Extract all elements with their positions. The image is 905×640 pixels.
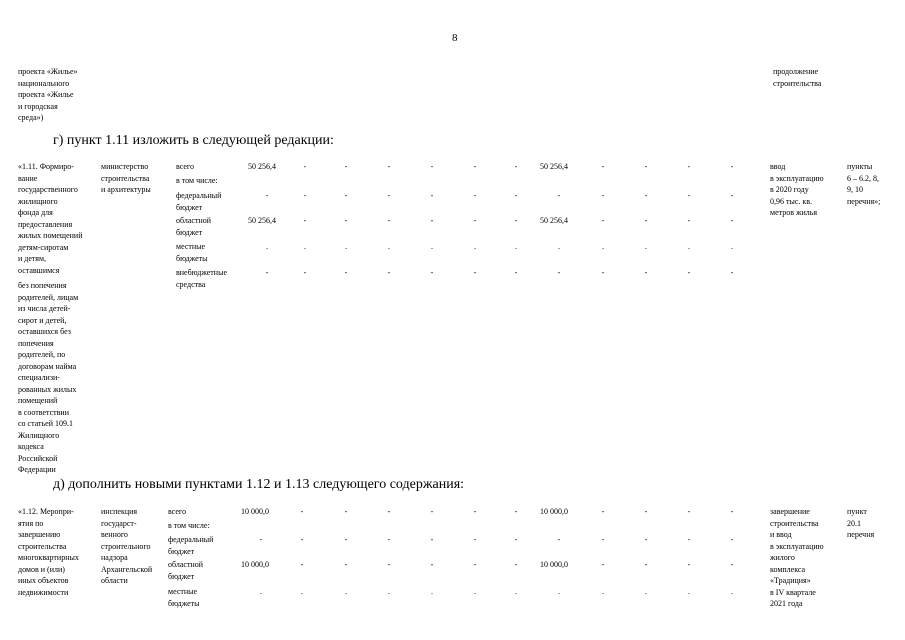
dash: - [730, 268, 734, 277]
item-1-12-regional-value: 10 000,0 [241, 560, 269, 569]
item-1-12-year-value: 10 000,0 [540, 507, 568, 516]
dash: - [387, 560, 391, 569]
dash: - [514, 268, 518, 277]
dot: . [515, 242, 517, 251]
dash: - [601, 162, 605, 171]
dash: - [303, 216, 307, 225]
dash: - [265, 191, 269, 200]
dot: . [558, 242, 560, 251]
dash: - [303, 191, 307, 200]
dash: - [430, 191, 434, 200]
dot: . [602, 587, 604, 596]
dash: - [644, 216, 648, 225]
item-1-12-name: «1.12. Меропри- ятия по завершению строительства многоквартирных домов и (или) иных объектов недвижимости [18, 507, 79, 597]
dash: - [687, 162, 691, 171]
dash: - [387, 191, 391, 200]
dash: - [473, 268, 477, 277]
item-1-12-link: пункт 20.1 перечня [847, 507, 875, 539]
dash: - [557, 191, 561, 200]
dot: . [688, 242, 690, 251]
dot: . [266, 242, 268, 251]
dot: . [602, 242, 604, 251]
dash: - [644, 191, 648, 200]
item-1-11-regional-value: 50 256,4 [248, 216, 276, 225]
dash: - [303, 268, 307, 277]
item-1-11-name-part1: «1.11. Формиро- вание государственного жилищного фонда для предоставления жилых помещений детям-сиротам и детям, оставшимся [18, 162, 83, 275]
item-1-11-source-incl: в том числе: [176, 176, 218, 185]
dash: - [430, 560, 434, 569]
dash: - [601, 268, 605, 277]
dash: - [300, 535, 304, 544]
dot: . [645, 242, 647, 251]
continued-name-fragment: проекта «Жилье» национального проекта «Жилье и городская среда») [18, 67, 78, 122]
dash: - [730, 216, 734, 225]
dash: - [601, 560, 605, 569]
dash: - [387, 507, 391, 516]
dot: . [731, 242, 733, 251]
item-1-11-name-part2: без попечения родителей, лицам из числа детей- сирот и детей, оставшихся без попечения родителей, по договорам найма специализи- рованных жилых помещений в соответствии со статьей 109.1 Жилищного кодекса Российской Федерации [18, 281, 79, 474]
dot: . [345, 587, 347, 596]
dot: . [474, 587, 476, 596]
dash: - [344, 162, 348, 171]
dash: - [687, 535, 691, 544]
dash: - [601, 535, 605, 544]
dash: - [430, 268, 434, 277]
dash: - [730, 162, 734, 171]
dash: - [514, 535, 518, 544]
dot: . [515, 587, 517, 596]
dash: - [473, 191, 477, 200]
dash: - [265, 268, 269, 277]
item-1-11-source-federal: федеральный бюджет [176, 191, 222, 212]
item-1-12-source-regional: областной бюджет [168, 560, 204, 581]
dash: - [430, 162, 434, 171]
dot: . [474, 242, 476, 251]
dash: - [300, 560, 304, 569]
dash: - [601, 191, 605, 200]
item-1-12-total-value: 10 000,0 [241, 507, 269, 516]
item-1-11-source-total: всего [176, 162, 195, 171]
dash: - [430, 216, 434, 225]
dash: - [473, 507, 477, 516]
dash: - [687, 216, 691, 225]
dash: - [473, 162, 477, 171]
dash: - [387, 268, 391, 277]
dash: - [730, 560, 734, 569]
dash: - [514, 560, 518, 569]
dash: - [601, 507, 605, 516]
dash: - [344, 560, 348, 569]
item-1-12-executor: инспекция государст- венного строительного надзора Архангельской области [101, 507, 153, 585]
dash: - [557, 268, 561, 277]
item-1-11-link: пункты 6 – 6.2, 8, 9, 10 перечня»; [847, 162, 881, 206]
item-1-11-source-local: местные бюджеты [176, 242, 208, 263]
dash: - [473, 560, 477, 569]
dash: - [473, 535, 477, 544]
dot: . [431, 587, 433, 596]
dash: - [344, 216, 348, 225]
dash: - [430, 507, 434, 516]
dash: - [730, 191, 734, 200]
item-1-12-source-incl: в том числе: [168, 521, 210, 530]
item-1-11-regional-year-value: 50 256,4 [540, 216, 568, 225]
item-1-11-total-value: 50 256,4 [248, 162, 276, 171]
heading-item-1-11: г) пункт 1.11 изложить в следующей редакции: [53, 133, 334, 148]
dash: - [514, 191, 518, 200]
dash: - [730, 535, 734, 544]
dash: - [473, 216, 477, 225]
dot: . [388, 587, 390, 596]
item-1-11-result: ввод в эксплуатацию в 2020 году 0,96 тыс. кв. метров жилья [770, 162, 824, 217]
dash: - [387, 162, 391, 171]
continued-result-fragment: продолжение строительства [773, 67, 822, 88]
item-1-11-executor: министерство строительства и архитектуры [101, 162, 151, 194]
dash: - [300, 507, 304, 516]
dot: . [645, 587, 647, 596]
dash: - [259, 535, 263, 544]
dot: . [688, 587, 690, 596]
dot: . [301, 587, 303, 596]
dash: - [601, 216, 605, 225]
dash: - [344, 191, 348, 200]
dash: - [644, 560, 648, 569]
dot: . [388, 242, 390, 251]
dash: - [644, 268, 648, 277]
dot: . [260, 587, 262, 596]
dot: . [558, 587, 560, 596]
item-1-11-year-value: 50 256,4 [540, 162, 568, 171]
dash: - [687, 191, 691, 200]
dash: - [644, 535, 648, 544]
item-1-12-source-local: местные бюджеты [168, 587, 200, 608]
dash: - [387, 535, 391, 544]
dot: . [431, 242, 433, 251]
dash: - [344, 535, 348, 544]
dash: - [514, 507, 518, 516]
dash: - [430, 535, 434, 544]
item-1-11-source-offbudget: внебюджетные средства [176, 268, 227, 289]
item-1-12-source-federal: федеральный бюджет [168, 535, 214, 556]
dash: - [514, 216, 518, 225]
item-1-12-regional-year-value: 10 000,0 [540, 560, 568, 569]
dash: - [387, 216, 391, 225]
dash: - [514, 162, 518, 171]
dot: . [304, 242, 306, 251]
dash: - [687, 268, 691, 277]
item-1-12-source-total: всего [168, 507, 187, 516]
dash: - [687, 507, 691, 516]
dash: - [687, 560, 691, 569]
dash: - [730, 507, 734, 516]
dash: - [557, 535, 561, 544]
dot: . [345, 242, 347, 251]
heading-items-1-12-1-13: д) дополнить новыми пунктами 1.12 и 1.13 следующего содержания: [53, 477, 465, 492]
dash: - [344, 268, 348, 277]
dash: - [344, 507, 348, 516]
dash: - [644, 507, 648, 516]
dash: - [644, 162, 648, 171]
item-1-11-source-regional: областной бюджет [176, 216, 212, 237]
page-number: 8 [452, 32, 458, 44]
dot: . [731, 587, 733, 596]
item-1-12-result: завершение строительства и ввод в эксплуатацию жилого комплекса «Традиция» в IV квартале 2021 года [770, 507, 824, 608]
dash: - [303, 162, 307, 171]
